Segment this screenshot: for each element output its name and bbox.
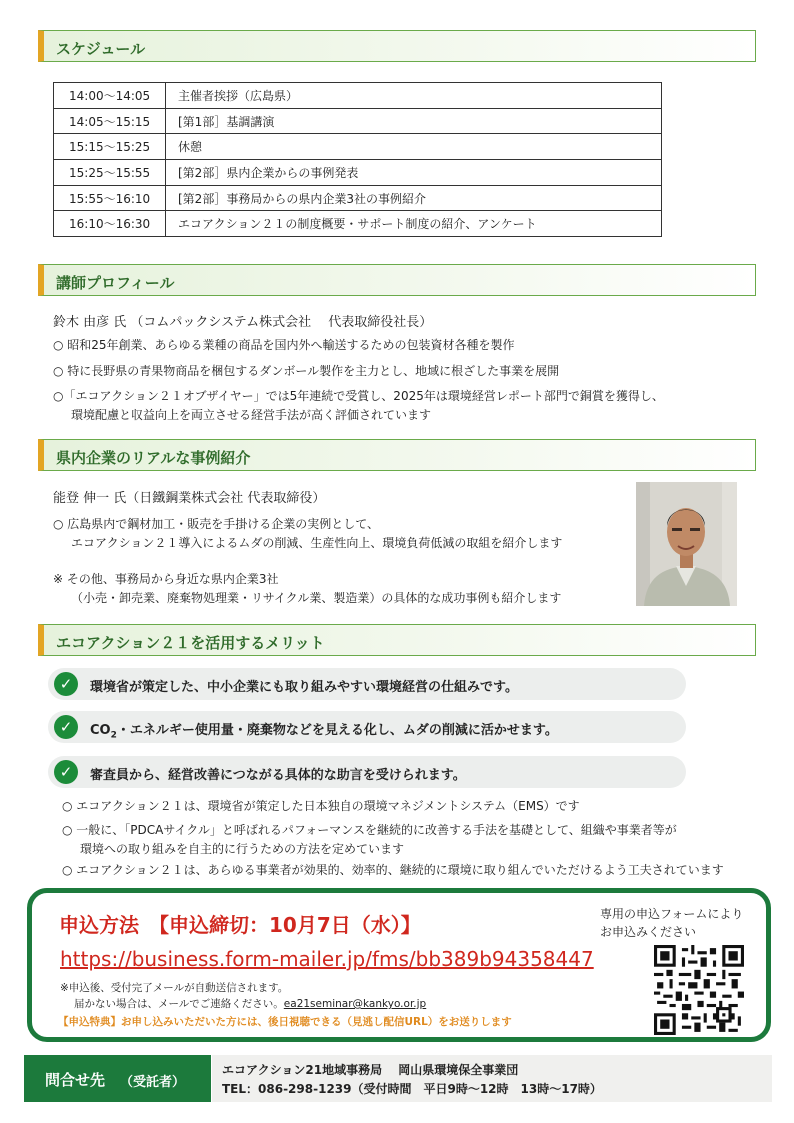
section-title: 県内企業のリアルな事例紹介 — [56, 449, 251, 467]
qr-code-icon[interactable] — [654, 945, 744, 1035]
contact-label: 問合せ先 — [45, 1071, 106, 1089]
apply-title: 申込方法 【申込締切：10月7日（水）】 — [59, 913, 421, 937]
case-speaker-name: 能登 伸一 氏（日鐵鋼業株式会社 代表取締役） — [53, 491, 326, 506]
table-row — [54, 185, 662, 211]
schedule-time: 14:05～15:15 — [54, 108, 166, 134]
contact-org: エコアクション21地域事務局 岡山県環境保全事業団 — [222, 1063, 519, 1077]
apply-note-text: 届かない場合は、メールでご連絡ください。 — [74, 998, 284, 1010]
schedule-time: 15:25～15:55 — [54, 160, 166, 186]
section-header-case — [38, 439, 756, 471]
case-note: ※ その他、事務局から身近な県内企業3社 — [53, 572, 279, 586]
apply-url-link[interactable]: https://business.form-mailer.jp/fms/bb389b94358447 — [60, 947, 594, 971]
contact-email-link[interactable]: ea21seminar@kankyo.or.jp — [283, 998, 427, 1010]
merit-note: ○ 一般に、「PDCAサイクル」と呼ばれるパフォーマンスを継続的に改善する手法を基礎として、組織や事業者等が — [62, 823, 677, 837]
schedule-table — [53, 82, 662, 237]
form-note: 専用の申込フォームにより — [600, 907, 744, 921]
table-row — [54, 83, 662, 109]
schedule-time: 15:15～15:25 — [54, 134, 166, 160]
schedule-item: 休憩 — [166, 134, 662, 160]
merit-note: ○ エコアクション２１は、あらゆる事業者が効果的、効率的、継続的に環境に取り組んでいただけるよう工夫されています — [62, 863, 724, 877]
check-icon: ✓ — [54, 715, 78, 739]
contact-tel: TEL：086-298-1239（受付時間 平日9時～12時 13時～17時） — [222, 1082, 602, 1096]
contact-info-box — [212, 1055, 772, 1102]
case-bullet: ○ 広島県内で鋼材加工・販売を手掛ける企業の実例として、 — [53, 517, 380, 531]
profile-bullet-cont: 環境配慮と収益向上を両立させる経営手法が高く評価されています — [71, 408, 432, 422]
contact-sublabel: （受託者） — [120, 1075, 186, 1090]
merit-text: 環境省が策定した、中小企業にも取り組みやすい環境経営の仕組みです。 — [90, 680, 518, 695]
schedule-item: 主催者挨拶（広島県） — [166, 83, 662, 109]
merit-text — [90, 719, 558, 741]
table-row — [54, 108, 662, 134]
section-header-profile — [38, 264, 756, 296]
schedule-item: [第2部］県内企業からの事例発表 — [166, 160, 662, 186]
apply-note-cont — [74, 996, 426, 1011]
merit-note: ○ エコアクション２１は、環境省が策定した日本独自の環境マネジメントシステム（EMS）です — [62, 799, 580, 813]
table-row — [54, 160, 662, 186]
table-row — [54, 211, 662, 237]
table-row — [54, 134, 662, 160]
profile-bullet: ○ 特に長野県の青果物商品を梱包するダンボール製作を主力とし、地域に根ざした事業を展開 — [53, 364, 560, 378]
profile-bullet: ○「エコアクション２１オブザイヤー」では5年連続で受賞し、2025年は環境経営レポート部門で銅賞を獲得し、 — [53, 389, 664, 403]
check-icon: ✓ — [54, 672, 78, 696]
schedule-item: エコアクション２１の制度概要・サポート制度の紹介、アンケート — [166, 211, 662, 237]
speaker-name: 鈴木 由彦 氏 （コムパックシステム株式会社 代表取締役社長） — [53, 315, 433, 330]
apply-bonus: 【申込特典】お申し込みいただいた方には、後日視聴できる（見逃し配信URL）をお送りします — [58, 1016, 512, 1028]
schedule-time: 16:10～16:30 — [54, 211, 166, 237]
form-note-cont: お申込みください — [600, 925, 697, 939]
section-title: エコアクション２１を活用するメリット — [56, 634, 325, 652]
merit-item — [48, 711, 686, 743]
merit-note-cont: 環境への取り組みを自主的に行うための方法を定めています — [80, 842, 405, 856]
merit-text-rest: ・エネルギー使用量・廃棄物などを見える化し、ムダの削減に活かせます。 — [116, 723, 558, 738]
contact-label-box — [24, 1055, 211, 1102]
merit-item — [48, 756, 686, 788]
profile-bullet: ○ 昭和25年創業、あらゆる業種の商品を国内外へ輸送するための包装資材各種を製作 — [53, 338, 515, 352]
case-note-cont: （小売・卸売業、廃棄物処理業・リサイクル業、製造業）の具体的な成功事例も紹介します — [71, 591, 562, 605]
schedule-item: [第2部］事務局からの県内企業3社の事例紹介 — [166, 185, 662, 211]
section-header-schedule — [38, 30, 756, 62]
apply-note: ※申込後、受付完了メールが自動送信されます。 — [60, 982, 289, 994]
case-bullet-cont: エコアクション２１導入によるムダの削減、生産性向上、環境負荷低減の取組を紹介します — [71, 536, 563, 550]
speaker-photo — [636, 482, 737, 606]
section-title: 講師プロフィール — [56, 274, 175, 292]
schedule-time: 14:00～14:05 — [54, 83, 166, 109]
schedule-time: 15:55～16:10 — [54, 185, 166, 211]
merit-text: 審査員から、経営改善につながる具体的な助言を受けられます。 — [90, 768, 466, 783]
apply-box — [27, 888, 771, 1042]
check-icon: ✓ — [54, 760, 78, 784]
section-title: スケジュール — [56, 40, 146, 58]
section-header-merit — [38, 624, 756, 656]
merit-text-co: CO — [90, 723, 111, 738]
merit-text-sub: 2 — [110, 730, 117, 741]
schedule-item: [第1部］基調講演 — [166, 108, 662, 134]
merit-item — [48, 668, 686, 700]
